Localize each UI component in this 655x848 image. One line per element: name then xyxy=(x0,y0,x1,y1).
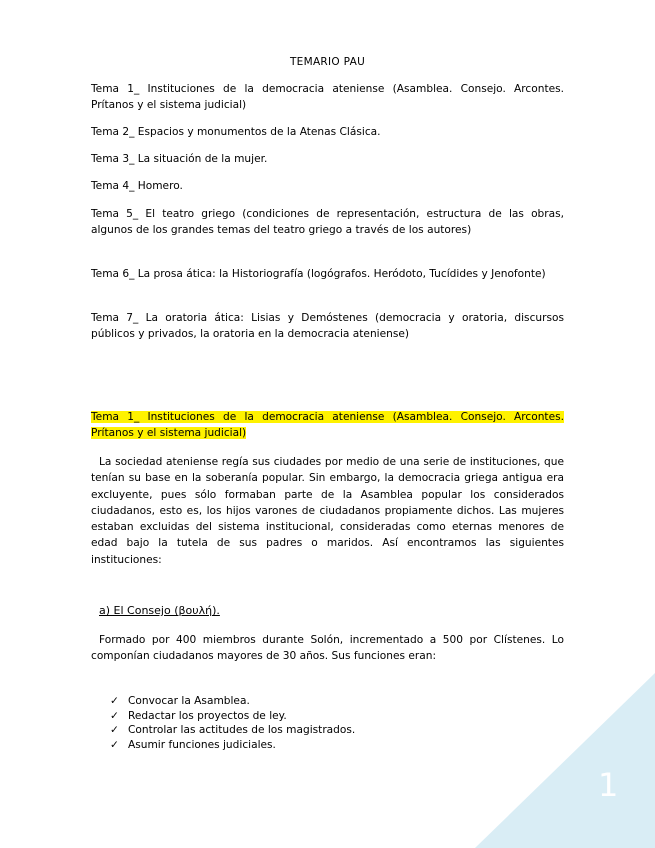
section-heading-text: Tema 1_ Instituciones de la democracia ateniense (Asamblea. Consejo. Arcontes. Prítanos y el sistema judicial) xyxy=(91,411,564,440)
consejo-paragraph: Formado por 400 miembros durante Solón, incrementado a 500 por Clístenes. Lo componían ciudadanos mayores de 30 años. Sus funciones eran: xyxy=(91,634,564,663)
list-item xyxy=(110,723,355,738)
topic-text: El teatro griego (condiciones de representación, estructura de las obras, algunos de los grandes temas del teatro griego a través de los autores) xyxy=(91,208,565,237)
topic-6 xyxy=(91,266,564,282)
document-title: TEMARIO PAU xyxy=(289,56,366,68)
topic-7 xyxy=(91,310,564,343)
section-heading xyxy=(91,409,564,442)
check-icon: ✓ xyxy=(110,709,119,722)
topic-text: La prosa ática: la Historiografía (logógrafos. Heródoto, Tucídides y Jenofonte) xyxy=(137,268,546,280)
topic-label: Tema 6_ xyxy=(91,268,135,280)
list-item xyxy=(110,694,355,709)
list-item-text: Redactar los proyectos de ley. xyxy=(128,709,287,722)
list-item xyxy=(110,738,355,753)
consejo-functions-list xyxy=(110,694,355,752)
topic-1 xyxy=(91,81,564,114)
topic-5 xyxy=(91,206,564,239)
topic-text: Instituciones de la democracia ateniense (Asamblea. Consejo. Arcontes. Prítanos y el sistema judicial) xyxy=(91,83,565,112)
list-item xyxy=(110,709,355,724)
topic-label: Tema 1_ xyxy=(91,83,140,95)
topic-4 xyxy=(91,178,564,194)
topic-label: Tema 4_ xyxy=(91,180,135,192)
list-item-text: Controlar las actitudes de los magistrados. xyxy=(128,724,356,737)
check-icon: ✓ xyxy=(110,724,119,737)
list-item-text: Convocar la Asamblea. xyxy=(128,695,250,707)
topic-2 xyxy=(91,124,564,140)
topic-label: Tema 2_ xyxy=(91,126,135,138)
check-icon: ✓ xyxy=(110,695,119,707)
consejo-subheading: a) El Consejo (βουλή). xyxy=(99,604,220,617)
topic-label: Tema 3_ xyxy=(91,153,135,165)
topic-text: La oratoria ática: Lisias y Demóstenes (democracia y oratoria, discursos públicos y privados, la oratoria en la democracia ateniense) xyxy=(91,312,564,341)
corner-decoration xyxy=(475,673,655,848)
list-item-text: Asumir funciones judiciales. xyxy=(128,738,276,751)
page-number: 1 xyxy=(598,766,619,804)
topic-3 xyxy=(91,151,564,167)
topic-label: Tema 7_ xyxy=(91,312,139,324)
corner-triangle xyxy=(475,673,655,848)
topic-text: Homero. xyxy=(137,180,183,192)
topic-label: Tema 5_ xyxy=(91,208,139,220)
check-icon: ✓ xyxy=(110,738,119,751)
topic-text: La situación de la mujer. xyxy=(137,153,268,165)
section-intro: La sociedad ateniense regía sus ciudades por medio de una serie de instituciones, que tenían su base en la soberanía popular. Sin embargo, la democracia griega antigua era excluyente, pues sólo formaban parte de la Asamblea popular los considerados ciudadanos, esto es, los hijos varones de ciudadanos propiamente dichos. Las mujeres estaban excluidas del sistema institucional, consideradas como eternas menores de edad bajo la tutela de sus padres o maridos. Así encontramos las siguientes instituciones: xyxy=(91,456,564,566)
topic-text: Espacios y monumentos de la Atenas Clásica. xyxy=(137,126,381,138)
